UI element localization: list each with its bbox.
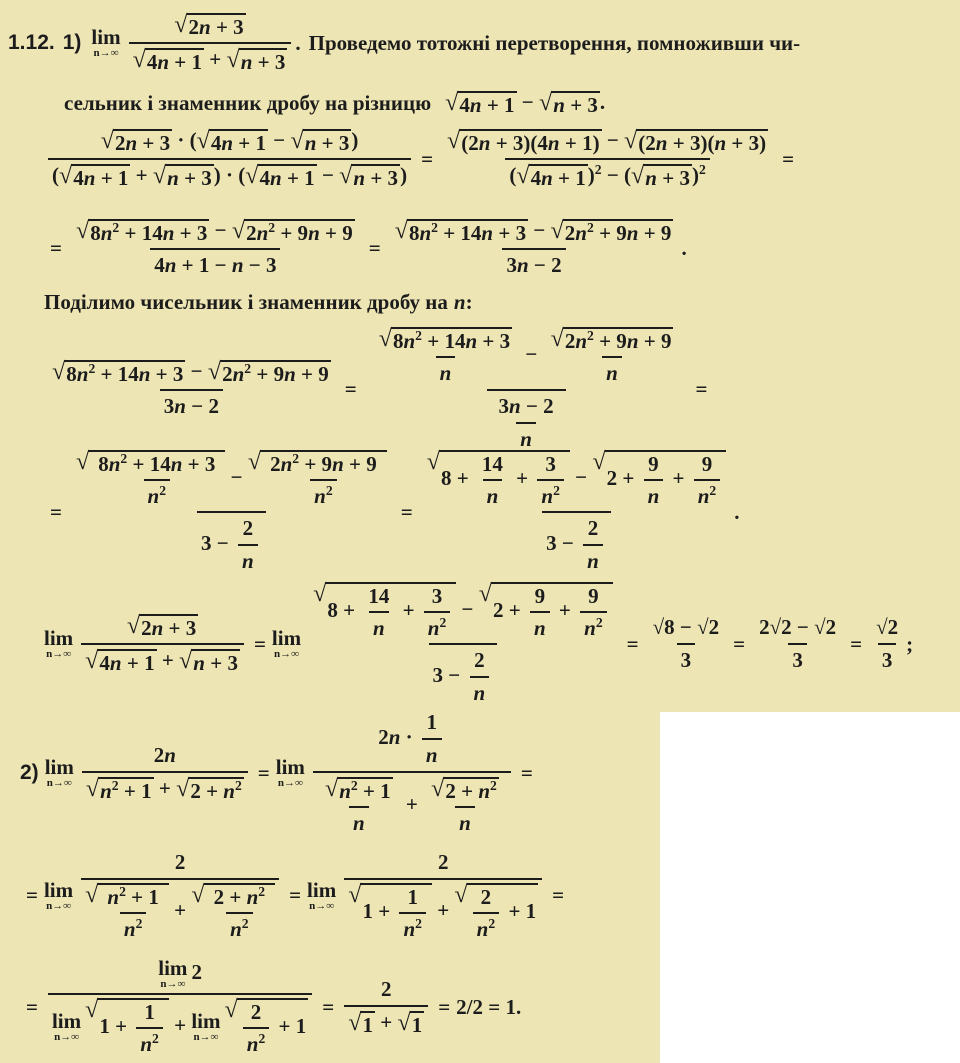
intro-line2-text: сельник і знаменник дробу на різницю <box>64 91 432 116</box>
step-4: = √ $\frac{8n^2 + 14n + 3}{n^2}$ − √ $\frac{2n^2 + 9n + 9}{n^2}$ 3 − $\frac{2}{n}$ = √ 8 + $\frac{14}{n}$ + $\frac{3}{n^2}$ − √ 2 + $\frac{9}{n}$ + $\frac{9}{n^2}$ 3 − $\frac{2}{n}$ . <box>50 448 740 574</box>
part2-line3: = lim n→∞ 2 lim n→∞ √ 1 + $\frac{1}{n^2}$ + lim n→∞ √ $\frac{2}{n^2}$ + 1 = 2 √ 1 + √ 1 = 2/2 = 1. <box>26 956 522 1057</box>
divide-line: Поділимо чисельник і знаменник дробу на n: <box>44 290 473 314</box>
step-2: = √ $8n^2 + 14n + 3$ − √ $2n^2 + 9n + 9$ 4n + 1 − n − 3 = √ $8n^2 + 14n + 3$ − √ $2n^2 + 9n + 9$ 3n − 2 . <box>50 217 687 278</box>
expr-1: √ 2n + 3 √ 4n + 1 + √ n + 3 <box>129 12 292 75</box>
conjugate: √ 4n + 1 − √ n + 3 . <box>445 89 606 118</box>
intro-line2 <box>64 90 605 117</box>
intro-line1: Проведемо тотожні перетворення, помноживши чи- <box>308 30 801 55</box>
divide-text: Поділимо чисельник і знаменник дробу на <box>44 290 448 314</box>
problem-number: 1.12. <box>8 31 55 55</box>
lim-1: lim n→∞ <box>91 25 121 60</box>
part2-line2: = lim n→∞ 2 √ $\frac{n^2 + 1}{n^2}$ + √ $\frac{2 + n^2}{n^2}$ = lim n→∞ 2 √ 1 + $\frac{1}{n^2}$ + √ $\frac{2}{n^2}$ + 1 = <box>26 850 565 942</box>
part1-label: 1) <box>62 31 82 55</box>
step-5: lim n→∞ √ 2n + 3 √ 4n + 1 + √ n + 3 = lim n→∞ √ 8 + $\frac{14}{n}$ + $\frac{3}{n^2}$ − √ 2 + $\frac{9}{n}$ + $\frac{9}{n^2}$ 3 − $\frac{2}{n}$ = $\frac{√8 - √2}{3}$ = $\frac{2√2 - √2}{3}$ = $\frac{√2}{3}$ ; <box>44 580 914 706</box>
result-2: 2/2 = 1. <box>456 994 522 1019</box>
step-3: √ $8n^2 + 14n + 3$ − √ $2n^2 + 9n + 9$ 3n − 2 = √ $8n^2 + 14n + 3$ n − √ $2n^2 + 9n + 9$ n $\frac{3n - 2}{n}$ = <box>52 325 708 452</box>
blank-area <box>660 712 960 1063</box>
part2-label: 2) <box>20 761 39 785</box>
part2-line1: 2) lim n→∞ 2n √ $n^2 + 1$ + √ $2 + n^2$ = lim n→∞ 2n · $\frac{1}{n}$ √ $n^2 + 1$ n + √ $2 + n^2$ n = <box>20 710 533 836</box>
step-1: √ 2n + 3 · ( √ 4n + 1 − √ n + 3 ) ( √ 4n + 1 + √ n + 3 ) · ( √ 4n + 1 − √ n + 3 ) = √ (2n + 3)(4n + 1) − √ (2n + 3)(n + 3) ( √ 4n + 1 )$^2$ − ( √ n + 3 )$^2$ = <box>44 128 800 191</box>
problem-header: 1.12. 1) lim n→∞ √ 2n + 3 √ 4n + 1 + √ n + 3 . Проведемо тотожні перетворення, помноживши чи- <box>8 11 801 75</box>
